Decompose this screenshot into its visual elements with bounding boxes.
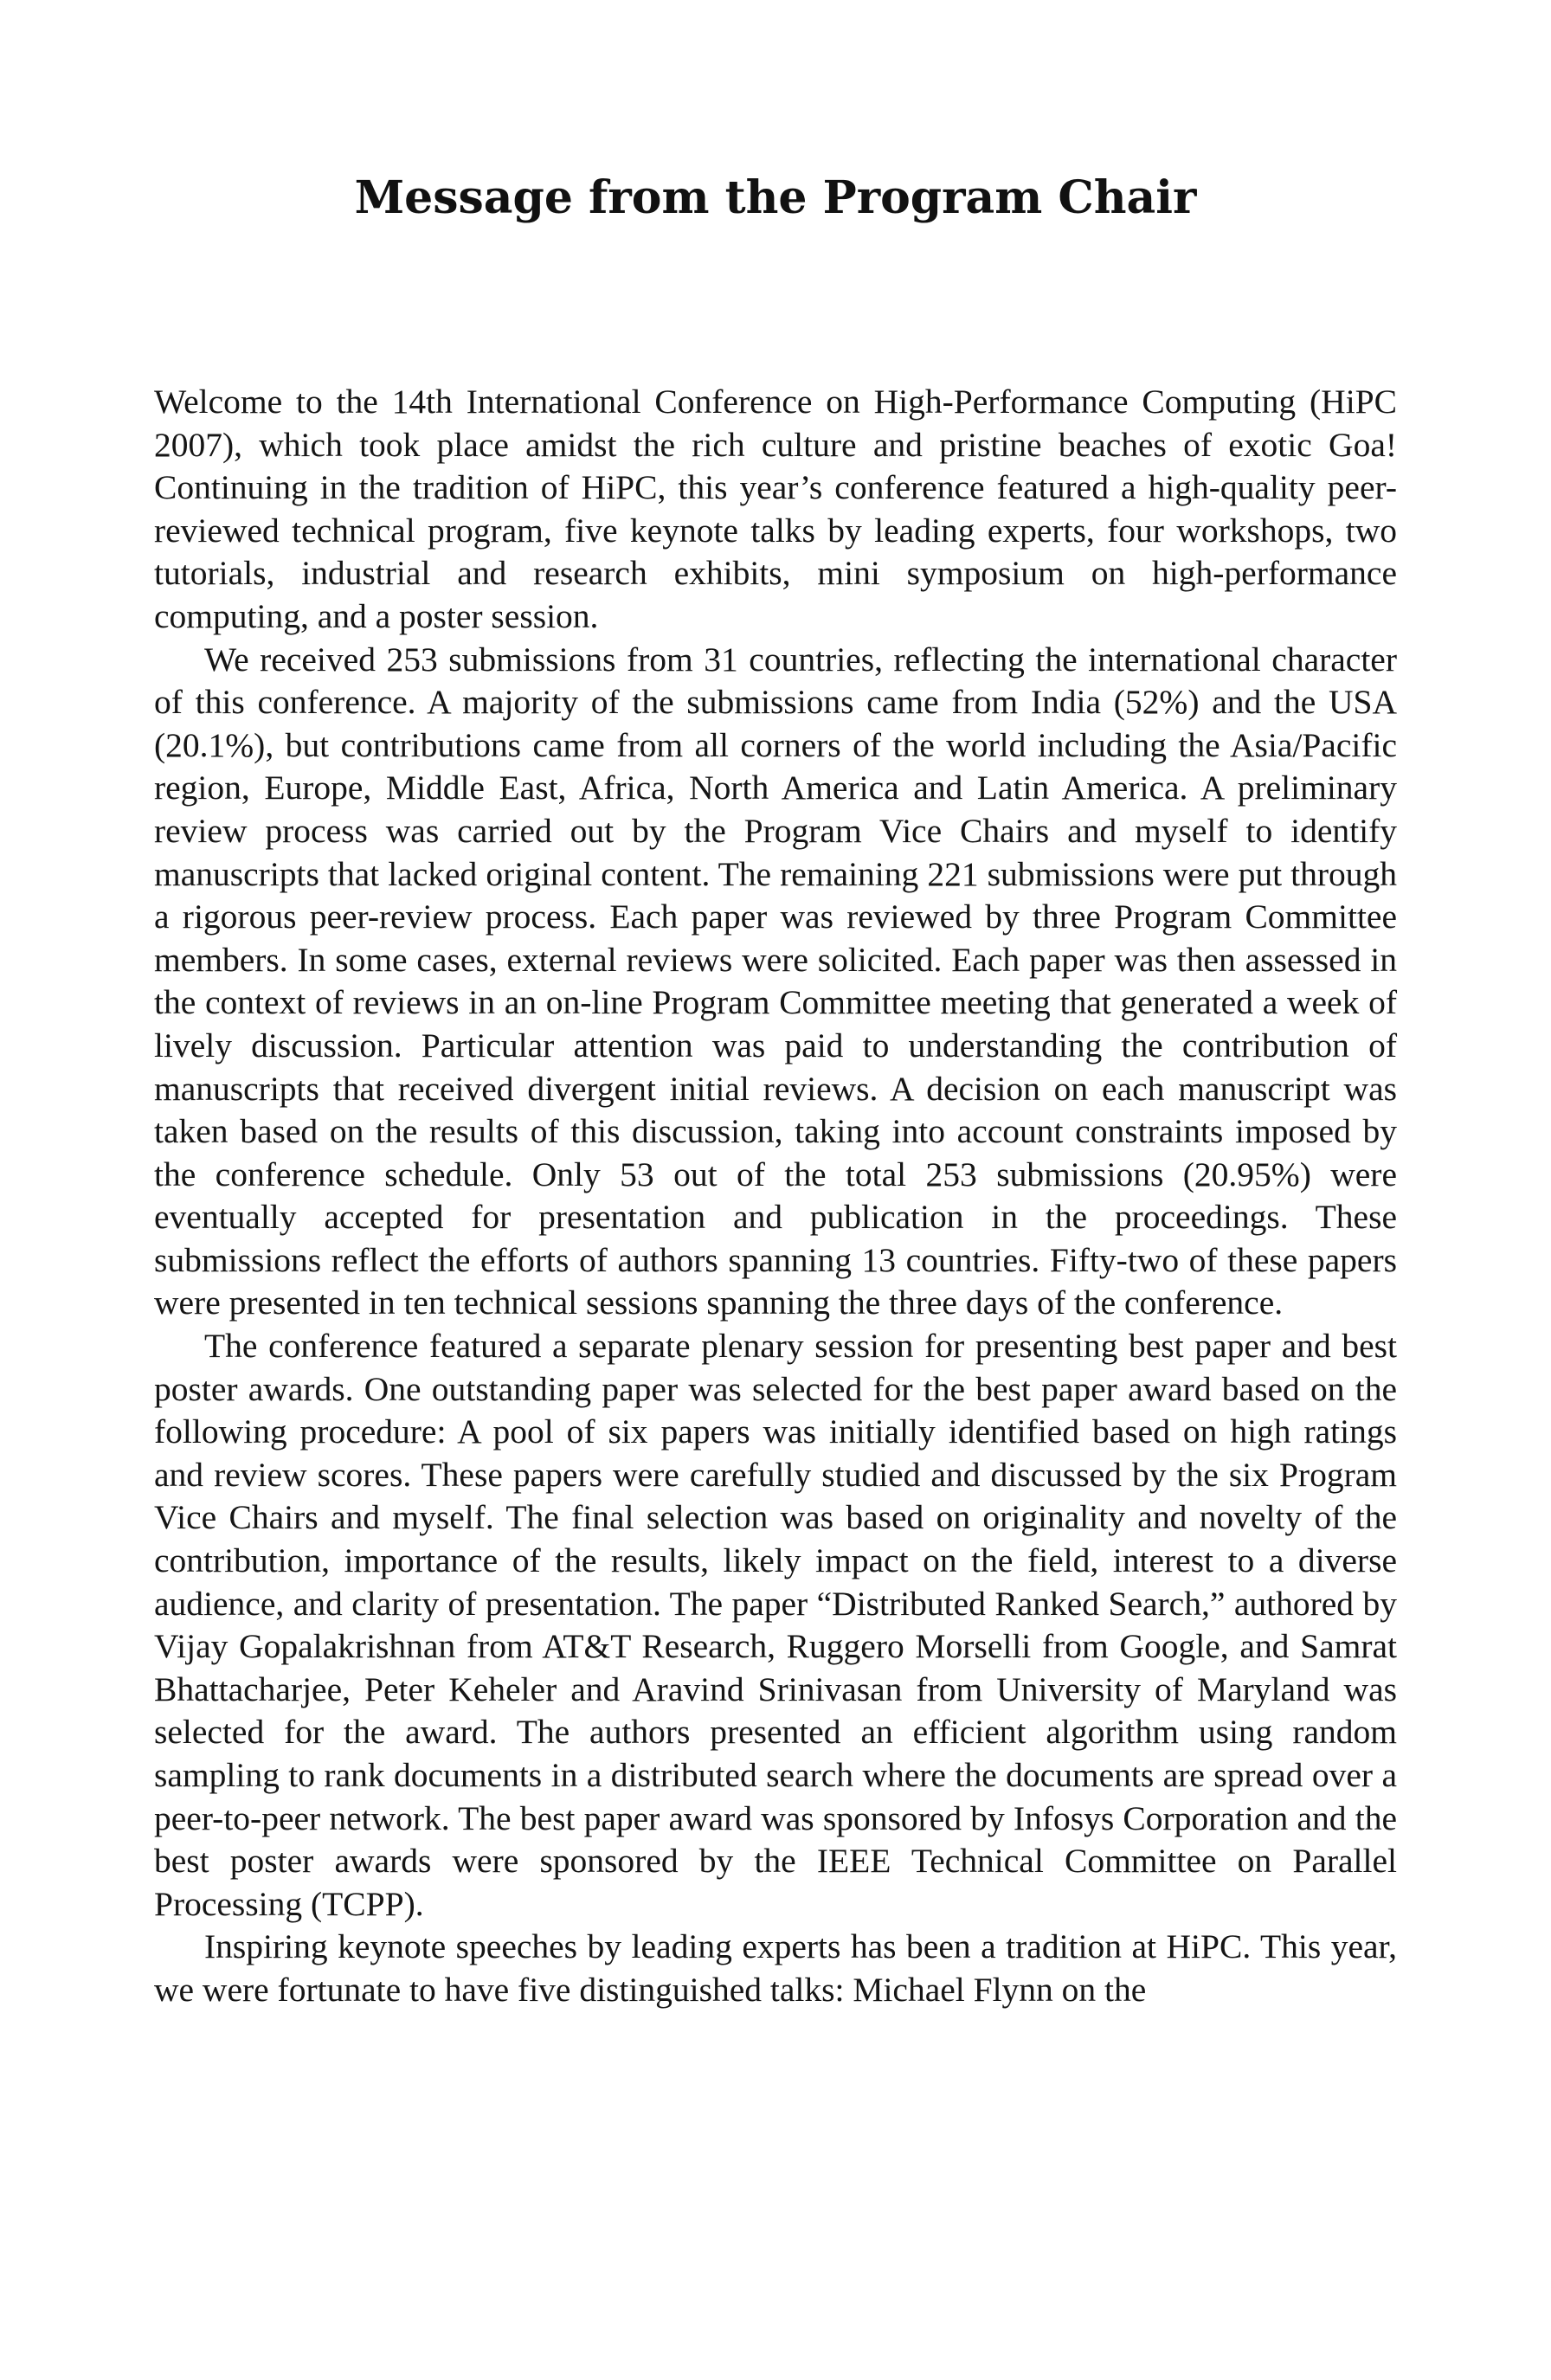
paragraph-submissions: We received 253 submissions from 31 countries, reflecting the international character of this conference. A majority of the submissions came from India (52%) and the USA (20.1%), but contributions came from all corners of the world including the Asia/Pacific region, Europe, Middle East, Africa, North America and Latin America. A preliminary review process was carried out by the Program Vice Chairs and myself to identify manuscripts that lacked original content. The remaining 221 submissions were put through a rigorous peer-review process. Each paper was reviewed by three Program Committee members. In some cases, external reviews were solicited. Each paper was then assessed in the context of reviews in an on-line Program Committee meeting that generated a week of lively discussion. Particular attention was paid to understanding the contribution of manuscripts that received divergent initial reviews. A decision on each manuscript was taken based on the results of this discussion, taking into account constraints imposed by the conference schedule. Only 53 out of the total 253 submissions (20.95%) were eventually accepted for presentation and publication in the proceedings. These submissions reflect the efforts of authors spanning 13 countries. Fifty-two of these papers were presented in ten technical sessions spanning the three days of the conference. <box>154 640 1397 1322</box>
paragraph-awards: The conference featured a separate plenary session for presenting best paper and best poster awards. One outstanding paper was selected for the best paper award based on the following procedure: A pool of six papers was initially identified based on high ratings and review scores. These papers were carefully studied and discussed by the six Program Vice Chairs and myself. The final selection was based on originality and novelty of the contribution, importance of the results, likely impact on the field, interest to a diverse audience, and clarity of presentation. The paper “Distributed Ranked Search,” authored by Vijay Gopalakrishnan from AT&T Research, Ruggero Morselli from Google, and Samrat Bhattacharjee, Peter Keheler and Aravind Srinivasan from University of Maryland was selected for the award. The authors presented an efficient algorithm using random sampling to rank documents in a distributed search where the documents are spread over a peer-to-peer network. The best paper award was sponsored by Infosys Corporation and the best poster awards were sponsored by the IEEE Technical Committee on Parallel Processing (TCPP). <box>154 1327 1397 1923</box>
paragraph-keynotes: Inspiring keynote speeches by leading experts has been a tradition at HiPC. This year, we were fortunate to have five distinguished talks: Michael Flynn on the <box>154 1927 1397 2009</box>
paragraph-welcome: Welcome to the 14th International Conference on High-Performance Computing (HiPC 2007), which took place amidst the rich culture and pristine beaches of exotic Goa! Continuing in the tradition of HiPC, this year’s conference featured a high-quality peer-reviewed technical program, five keynote talks by leading experts, four workshops, two tutorials, industrial and research exhibits, mini symposium on high-performance computing, and a poster session. <box>154 383 1397 635</box>
page-title: Message from the Program Chair <box>354 171 1197 224</box>
body-text <box>154 381 1397 2012</box>
